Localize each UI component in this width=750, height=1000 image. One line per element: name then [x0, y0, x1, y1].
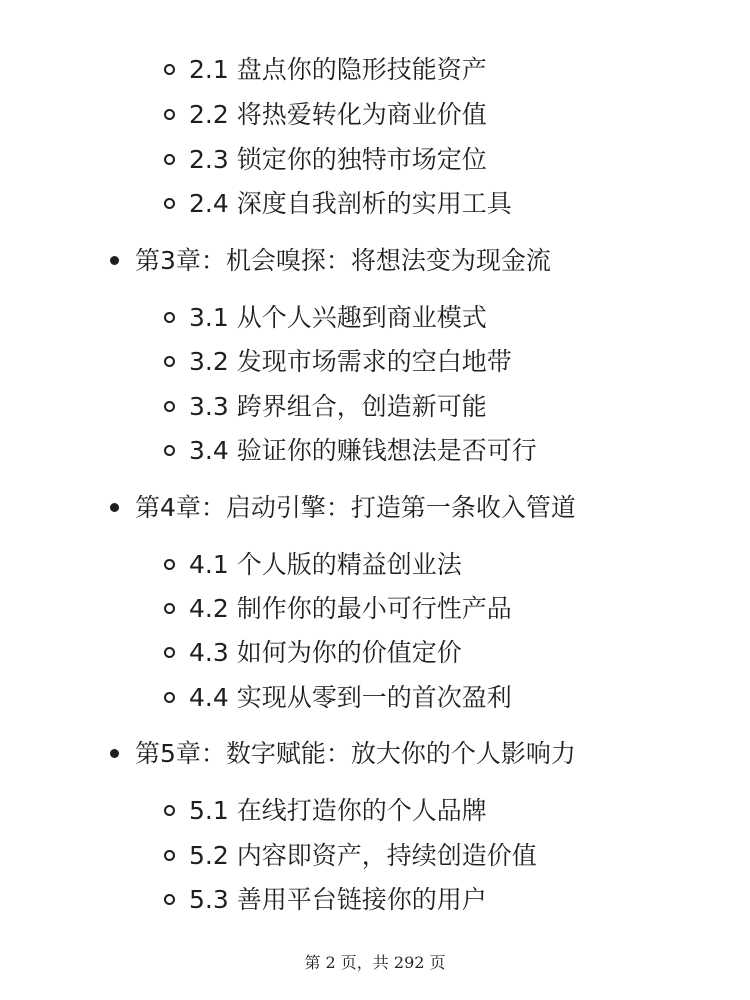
section-label: 3.4 验证你的赚钱想法是否可行: [189, 436, 537, 465]
toc-chapter-4: [110, 495, 576, 520]
section-label: 3.1 从个人兴趣到商业模式: [189, 303, 487, 332]
hollow-bullet-icon: [164, 647, 175, 658]
hollow-bullet-icon: [164, 692, 175, 703]
toc-section-3-3: [160, 394, 487, 419]
hollow-bullet-icon: [164, 850, 175, 861]
toc-section-2-1: [160, 57, 487, 82]
section-label: 4.2 制作你的最小可行性产品: [189, 594, 512, 623]
filled-bullet-icon: [110, 503, 119, 512]
chapter-label: 第3章：机会嗅探：将想法变为现金流: [135, 246, 551, 275]
toc-section-5-2: [160, 843, 537, 868]
hollow-bullet-icon: [164, 603, 175, 614]
hollow-bullet-icon: [164, 198, 175, 209]
section-label: 4.4 实现从零到一的首次盈利: [189, 683, 512, 712]
hollow-bullet-icon: [164, 401, 175, 412]
toc-section-5-1: [160, 798, 487, 823]
toc-section-2-2: [160, 102, 487, 127]
section-label: 3.2 发现市场需求的空白地带: [189, 347, 512, 376]
section-label: 5.1 在线打造你的个人品牌: [189, 796, 487, 825]
toc-section-2-4: [160, 191, 512, 216]
toc-chapter-5: [110, 741, 576, 766]
section-label: 5.2 内容即资产，持续创造价值: [189, 841, 537, 870]
hollow-bullet-icon: [164, 356, 175, 367]
toc-section-3-2: [160, 349, 512, 374]
toc-section-3-1: [160, 305, 487, 330]
hollow-bullet-icon: [164, 445, 175, 456]
toc-section-2-3: [160, 147, 487, 172]
toc-section-3-4: [160, 438, 537, 463]
toc-section-4-4: [160, 685, 512, 710]
hollow-bullet-icon: [164, 109, 175, 120]
hollow-bullet-icon: [164, 312, 175, 323]
hollow-bullet-icon: [164, 64, 175, 75]
section-label: 4.1 个人版的精益创业法: [189, 550, 462, 579]
filled-bullet-icon: [110, 749, 119, 758]
toc-chapter-3: [110, 248, 551, 273]
filled-bullet-icon: [110, 256, 119, 265]
section-label: 2.2 将热爱转化为商业价值: [189, 100, 487, 129]
section-label: 3.3 跨界组合，创造新可能: [189, 392, 487, 421]
section-label: 4.3 如何为你的价值定价: [189, 638, 462, 667]
section-label: 5.3 善用平台链接你的用户: [189, 885, 487, 914]
section-label: 2.1 盘点你的隐形技能资产: [189, 55, 487, 84]
chapter-label: 第4章：启动引擎：打造第一条收入管道: [135, 493, 576, 522]
page-number-footer: 第 2 页，共 292 页: [304, 953, 446, 972]
chapter-label: 第5章：数字赋能：放大你的个人影响力: [135, 739, 576, 768]
toc-section-5-3: [160, 887, 487, 912]
section-label: 2.3 锁定你的独特市场定位: [189, 145, 487, 174]
toc-section-4-1: [160, 552, 462, 577]
hollow-bullet-icon: [164, 894, 175, 905]
hollow-bullet-icon: [164, 805, 175, 816]
toc-section-4-3: [160, 640, 462, 665]
hollow-bullet-icon: [164, 154, 175, 165]
toc-section-4-2: [160, 596, 512, 621]
section-label: 2.4 深度自我剖析的实用工具: [189, 189, 512, 218]
hollow-bullet-icon: [164, 559, 175, 570]
